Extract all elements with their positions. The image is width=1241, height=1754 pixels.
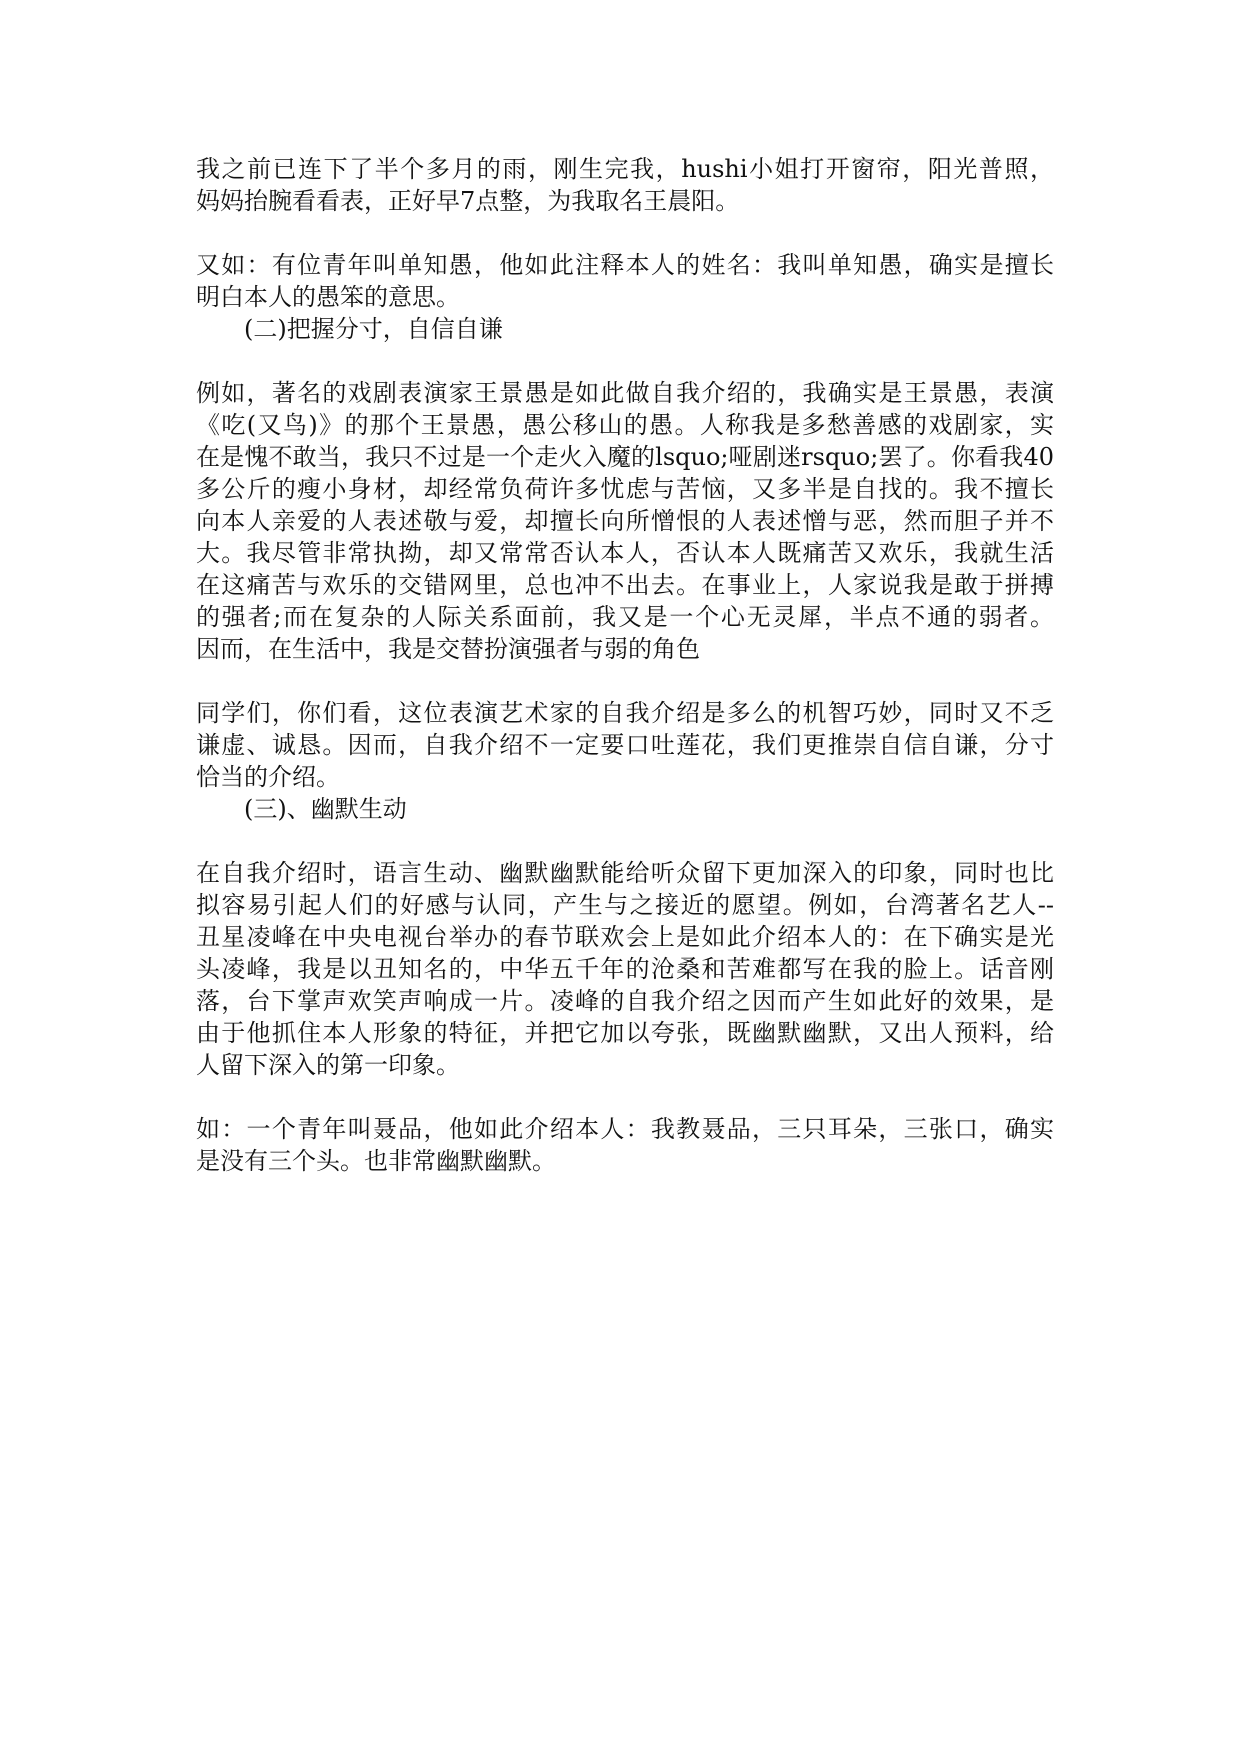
text-line: 头凌峰，我是以丑知名的，中华五千年的沧桑和苦难都写在我的脸上。话音刚 [196,955,1054,983]
text-line: 恰当的介绍。 [196,763,340,791]
paragraph-nie-pin [196,1113,1054,1177]
paragraph-gap [196,1081,1054,1113]
text-line: 人留下深入的第一印象。 [196,1051,460,1079]
paragraph-classmates [196,697,1054,793]
text-line: 在自我介绍时，语言生动、幽默幽默能给听众留下更加深入的印象，同时也比 [196,859,1054,887]
paragraph-gap [196,345,1054,377]
text-line: 落，台下掌声欢笑声响成一片。凌峰的自我介绍之因而产生如此好的效果，是 [196,987,1054,1015]
text-line: 如：一个青年叫聂品，他如此介绍本人：我教聂品，三只耳朵，三张口，确实 [196,1115,1054,1143]
paragraph-gap [196,825,1054,857]
section-heading-3: (三)、幽默生动 [244,795,407,823]
text-line: 我之前已连下了半个多月的雨，刚生完我，hushi小姐打开窗帘，阳光普照， [196,155,1054,183]
paragraph-shan-zhiyu [196,249,1054,313]
text-line: 拟容易引起人们的好感与认同，产生与之接近的愿望。例如，台湾著名艺人-- [196,891,1054,919]
text-line: 《吃(又鸟)》的那个王景愚，愚公移山的愚。人称我是多愁善感的戏剧家，实 [196,411,1054,439]
text-line: 在是愧不敢当，我只不过是一个走火入魔的lsquo;哑剧迷rsquo;罢了。你看我40 [196,443,1054,471]
section-heading-2: (二)把握分寸，自信自谦 [244,315,503,343]
text-line: 妈妈抬腕看看表，正好早7点整，为我取名王晨阳。 [196,187,740,215]
paragraph-birth-story [196,153,1054,217]
paragraph-gap [196,665,1054,697]
paragraph-gap [196,217,1054,249]
text-line: 明白本人的愚笨的意思。 [196,283,460,311]
text-line: 谦虚、诚恳。因而，自我介绍不一定要口吐莲花，我们更推崇自信自谦，分寸 [196,731,1054,759]
text-line: 同学们，你们看，这位表演艺术家的自我介绍是多么的机智巧妙，同时又不乏 [196,699,1054,727]
text-line: 又如：有位青年叫单知愚，他如此注释本人的姓名：我叫单知愚，确实是擅长 [196,251,1054,279]
paragraph-wang-jingyu [196,377,1054,665]
text-line: 由于他抓住本人形象的特征，并把它加以夸张，既幽默幽默，又出人预料，给 [196,1019,1054,1047]
text-line: 向本人亲爱的人表述敬与爱，却擅长向所憎恨的人表述憎与恶，然而胆子并不 [196,507,1054,535]
text-line: 丑星凌峰在中央电视台举办的春节联欢会上是如此介绍本人的：在下确实是光 [196,923,1054,951]
paragraph-ling-feng [196,857,1054,1081]
text-line: 例如，著名的戏剧表演家王景愚是如此做自我介绍的，我确实是王景愚，表演 [196,379,1054,407]
text-line: 多公斤的瘦小身材，却经常负荷许多忧虑与苦恼，又多半是自找的。我不擅长 [196,475,1054,503]
text-line: 的强者;而在复杂的人际关系面前，我又是一个心无灵犀，半点不通的弱者。 [196,603,1054,631]
text-line: 在这痛苦与欢乐的交错网里，总也冲不出去。在事业上，人家说我是敢于拼搏 [196,571,1054,599]
document-page [196,153,1054,1177]
text-line: 是没有三个头。也非常幽默幽默。 [196,1147,556,1175]
text-line: 因而，在生活中，我是交替扮演强者与弱的角色 [196,635,700,663]
text-line: 大。我尽管非常执拗，却又常常否认本人，否认本人既痛苦又欢乐，我就生活 [196,539,1054,567]
